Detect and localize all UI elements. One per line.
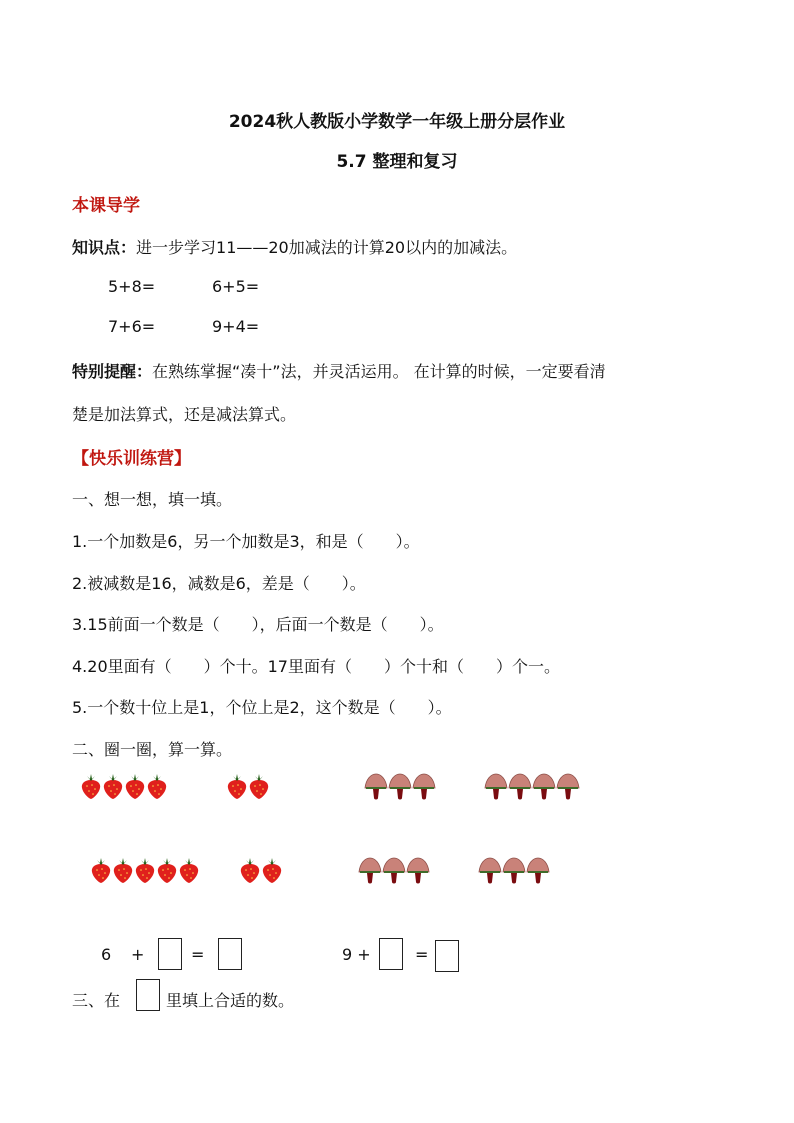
strawberry-icon <box>124 774 146 800</box>
answer-box-3[interactable] <box>379 938 403 970</box>
mushroom-icon <box>526 856 550 886</box>
strawberry-icon <box>102 774 124 800</box>
practice-heading: 【快乐训练营】 <box>72 449 191 469</box>
answer-box-4[interactable] <box>435 940 459 972</box>
strawberry-group-3 <box>90 858 200 884</box>
mushroom-icon <box>364 772 388 802</box>
question-1: 1.一个加数是6，另一个加数是3，和是（ ）。 <box>72 532 420 551</box>
mushroom-group-1 <box>364 772 436 802</box>
equation-left-equals: = <box>191 945 205 964</box>
mushroom-icon <box>508 772 532 802</box>
tip-text-line2: 楚是加法算式，还是减法算式。 <box>72 405 297 424</box>
example-1: 5+8= <box>108 277 156 296</box>
knowledge-label: 知识点： <box>72 238 137 257</box>
question-5: 5.一个数十位上是1，个位上是2，这个数是（ ）。 <box>72 698 452 717</box>
section2-title: 二、圈一圈，算一算。 <box>72 740 233 759</box>
mushroom-icon <box>388 772 412 802</box>
section3-suffix: 里填上合适的数。 <box>166 991 295 1010</box>
mushroom-icon <box>484 772 508 802</box>
mushroom-icon <box>502 856 526 886</box>
strawberry-icon <box>156 858 178 884</box>
mushroom-group-3 <box>358 856 430 886</box>
section3-prefix: 三、在 <box>72 991 121 1010</box>
page-subtitle: 5.7 整理和复习 <box>336 152 458 172</box>
strawberry-icon <box>134 858 156 884</box>
knowledge-point <box>72 235 517 258</box>
question-2: 2.被减数是16，减数是6，差是（ ）。 <box>72 574 366 593</box>
mushroom-icon <box>532 772 556 802</box>
strawberry-group-1 <box>80 774 168 800</box>
question-4: 4.20里面有（ ）个十。17里面有（ ）个十和（ ）个一。 <box>72 657 560 676</box>
equation-left-plus: + <box>131 945 145 964</box>
strawberry-icon <box>146 774 168 800</box>
strawberry-icon <box>248 774 270 800</box>
mushroom-group-2 <box>484 772 580 802</box>
answer-box-2[interactable] <box>218 938 242 970</box>
equation-left-first: 6 <box>101 945 112 964</box>
strawberry-icon <box>226 774 248 800</box>
mushroom-icon <box>382 856 406 886</box>
tip-label: 特别提醒： <box>72 362 153 381</box>
tip-text-line1: 在熟练掌握“凑十”法，并灵活运用。 在计算的时候，一定要看清 <box>152 362 606 381</box>
equation-right-first: 9 + <box>342 945 371 964</box>
strawberry-icon <box>80 774 102 800</box>
strawberry-icon <box>112 858 134 884</box>
section3-box-icon <box>136 979 160 1011</box>
strawberry-icon <box>239 858 261 884</box>
example-4: 9+4= <box>212 317 260 336</box>
equation-right-equals: = <box>415 945 429 964</box>
example-3: 7+6= <box>108 317 156 336</box>
strawberry-icon <box>90 858 112 884</box>
guide-heading: 本课导学 <box>72 196 140 216</box>
strawberry-icon <box>178 858 200 884</box>
strawberry-icon <box>261 858 283 884</box>
mushroom-icon <box>478 856 502 886</box>
special-tip <box>72 359 606 382</box>
section1-title: 一、想一想，填一填。 <box>72 490 233 509</box>
strawberry-group-4 <box>239 858 283 884</box>
mushroom-icon <box>556 772 580 802</box>
question-3: 3.15前面一个数是（ ），后面一个数是（ ）。 <box>72 615 444 634</box>
example-2: 6+5= <box>212 277 260 296</box>
mushroom-icon <box>406 856 430 886</box>
mushroom-group-4 <box>478 856 550 886</box>
answer-box-1[interactable] <box>158 938 182 970</box>
mushroom-icon <box>358 856 382 886</box>
strawberry-group-2 <box>226 774 270 800</box>
knowledge-text: 进一步学习11——20加减法的计算20以内的加减法。 <box>136 238 518 257</box>
mushroom-icon <box>412 772 436 802</box>
page-title: 2024秋人教版小学数学一年级上册分层作业 <box>228 112 566 132</box>
